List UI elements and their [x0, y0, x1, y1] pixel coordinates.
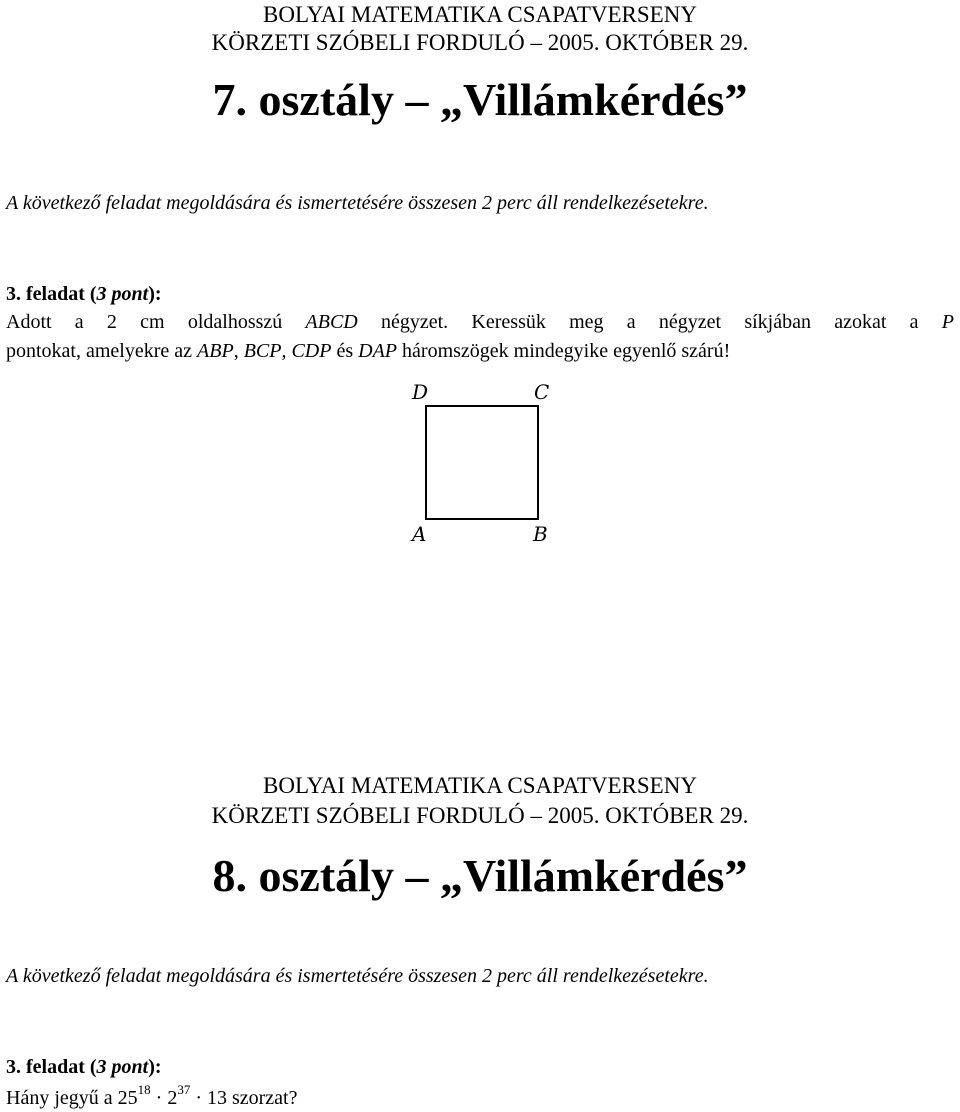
problem-text: Hány jegyű a [6, 1087, 118, 1109]
square-name: ABCD [305, 311, 358, 333]
vertex-label-c: C [534, 380, 550, 404]
grade-heading: 8. osztály – „Villámkérdés” [212, 850, 748, 901]
competition-title: BOLYAI MATEMATIKA CSAPATVERSENY [263, 2, 697, 27]
triangle-abp: ABP [197, 340, 234, 362]
round-date-title: KÖRZETI SZÓBELI FORDULÓ – 2005. OKTÓBER 29. [211, 803, 749, 828]
multiply-dot: · [190, 1087, 207, 1109]
factor-13: 13 [206, 1087, 227, 1109]
exponent-18: 18 [137, 1082, 151, 1097]
problem-statement [6, 1082, 298, 1111]
separator: , [233, 340, 244, 362]
problem-text: Adott a 2 cm oldalhosszú [6, 311, 306, 333]
problem-text: pontokat, amelyekre az [6, 340, 198, 362]
round-date-title: KÖRZETI SZÓBELI FORDULÓ – 2005. OKTÓBER 29. [211, 30, 749, 55]
separator: , [281, 340, 292, 362]
problem-text: négyzet. Keressük meg a négyzet síkjában azokat a [357, 311, 942, 333]
time-instruction: A következő feladat megoldására és ismertetésére összesen 2 perc áll rendelkezésetekre. [6, 965, 709, 987]
task-points: 3 pont [96, 283, 149, 305]
task-heading [6, 1054, 162, 1080]
time-instruction: A következő feladat megoldására és ismertetésére összesen 2 perc áll rendelkezésetekre. [6, 192, 709, 214]
point-name: P [941, 311, 954, 333]
task-heading-close: ): [148, 283, 162, 305]
base-2: 2 [167, 1087, 178, 1109]
conjunction: és [331, 340, 359, 362]
square-figure [400, 380, 564, 546]
task-heading-close: ): [148, 1056, 162, 1078]
triangle-cdp: CDP [291, 340, 332, 362]
base-25: 25 [117, 1087, 138, 1109]
exponent-37: 37 [177, 1082, 191, 1097]
task-points: 3 pont [96, 1056, 149, 1078]
triangle-bcp: BCP [243, 340, 282, 362]
triangle-dap: DAP [358, 340, 398, 362]
multiply-dot: · [150, 1087, 168, 1109]
grade-heading: 7. osztály – „Villámkérdés” [212, 74, 748, 125]
competition-title: BOLYAI MATEMATIKA CSAPATVERSENY [263, 773, 697, 798]
vertex-label-a: A [412, 522, 427, 546]
problem-text: háromszögek mindegyike egyenlő szárú! [397, 340, 731, 362]
problem-statement-line2 [6, 337, 954, 366]
problem-statement-line1 [6, 308, 954, 337]
vertex-label-b: B [533, 522, 548, 546]
vertex-label-d: D [412, 380, 429, 404]
task-number: 3. feladat ( [6, 1056, 97, 1078]
task-number: 3. feladat ( [6, 283, 97, 305]
problem-text: szorzat? [226, 1087, 298, 1109]
square-abcd [426, 406, 538, 519]
task-heading [6, 281, 162, 307]
